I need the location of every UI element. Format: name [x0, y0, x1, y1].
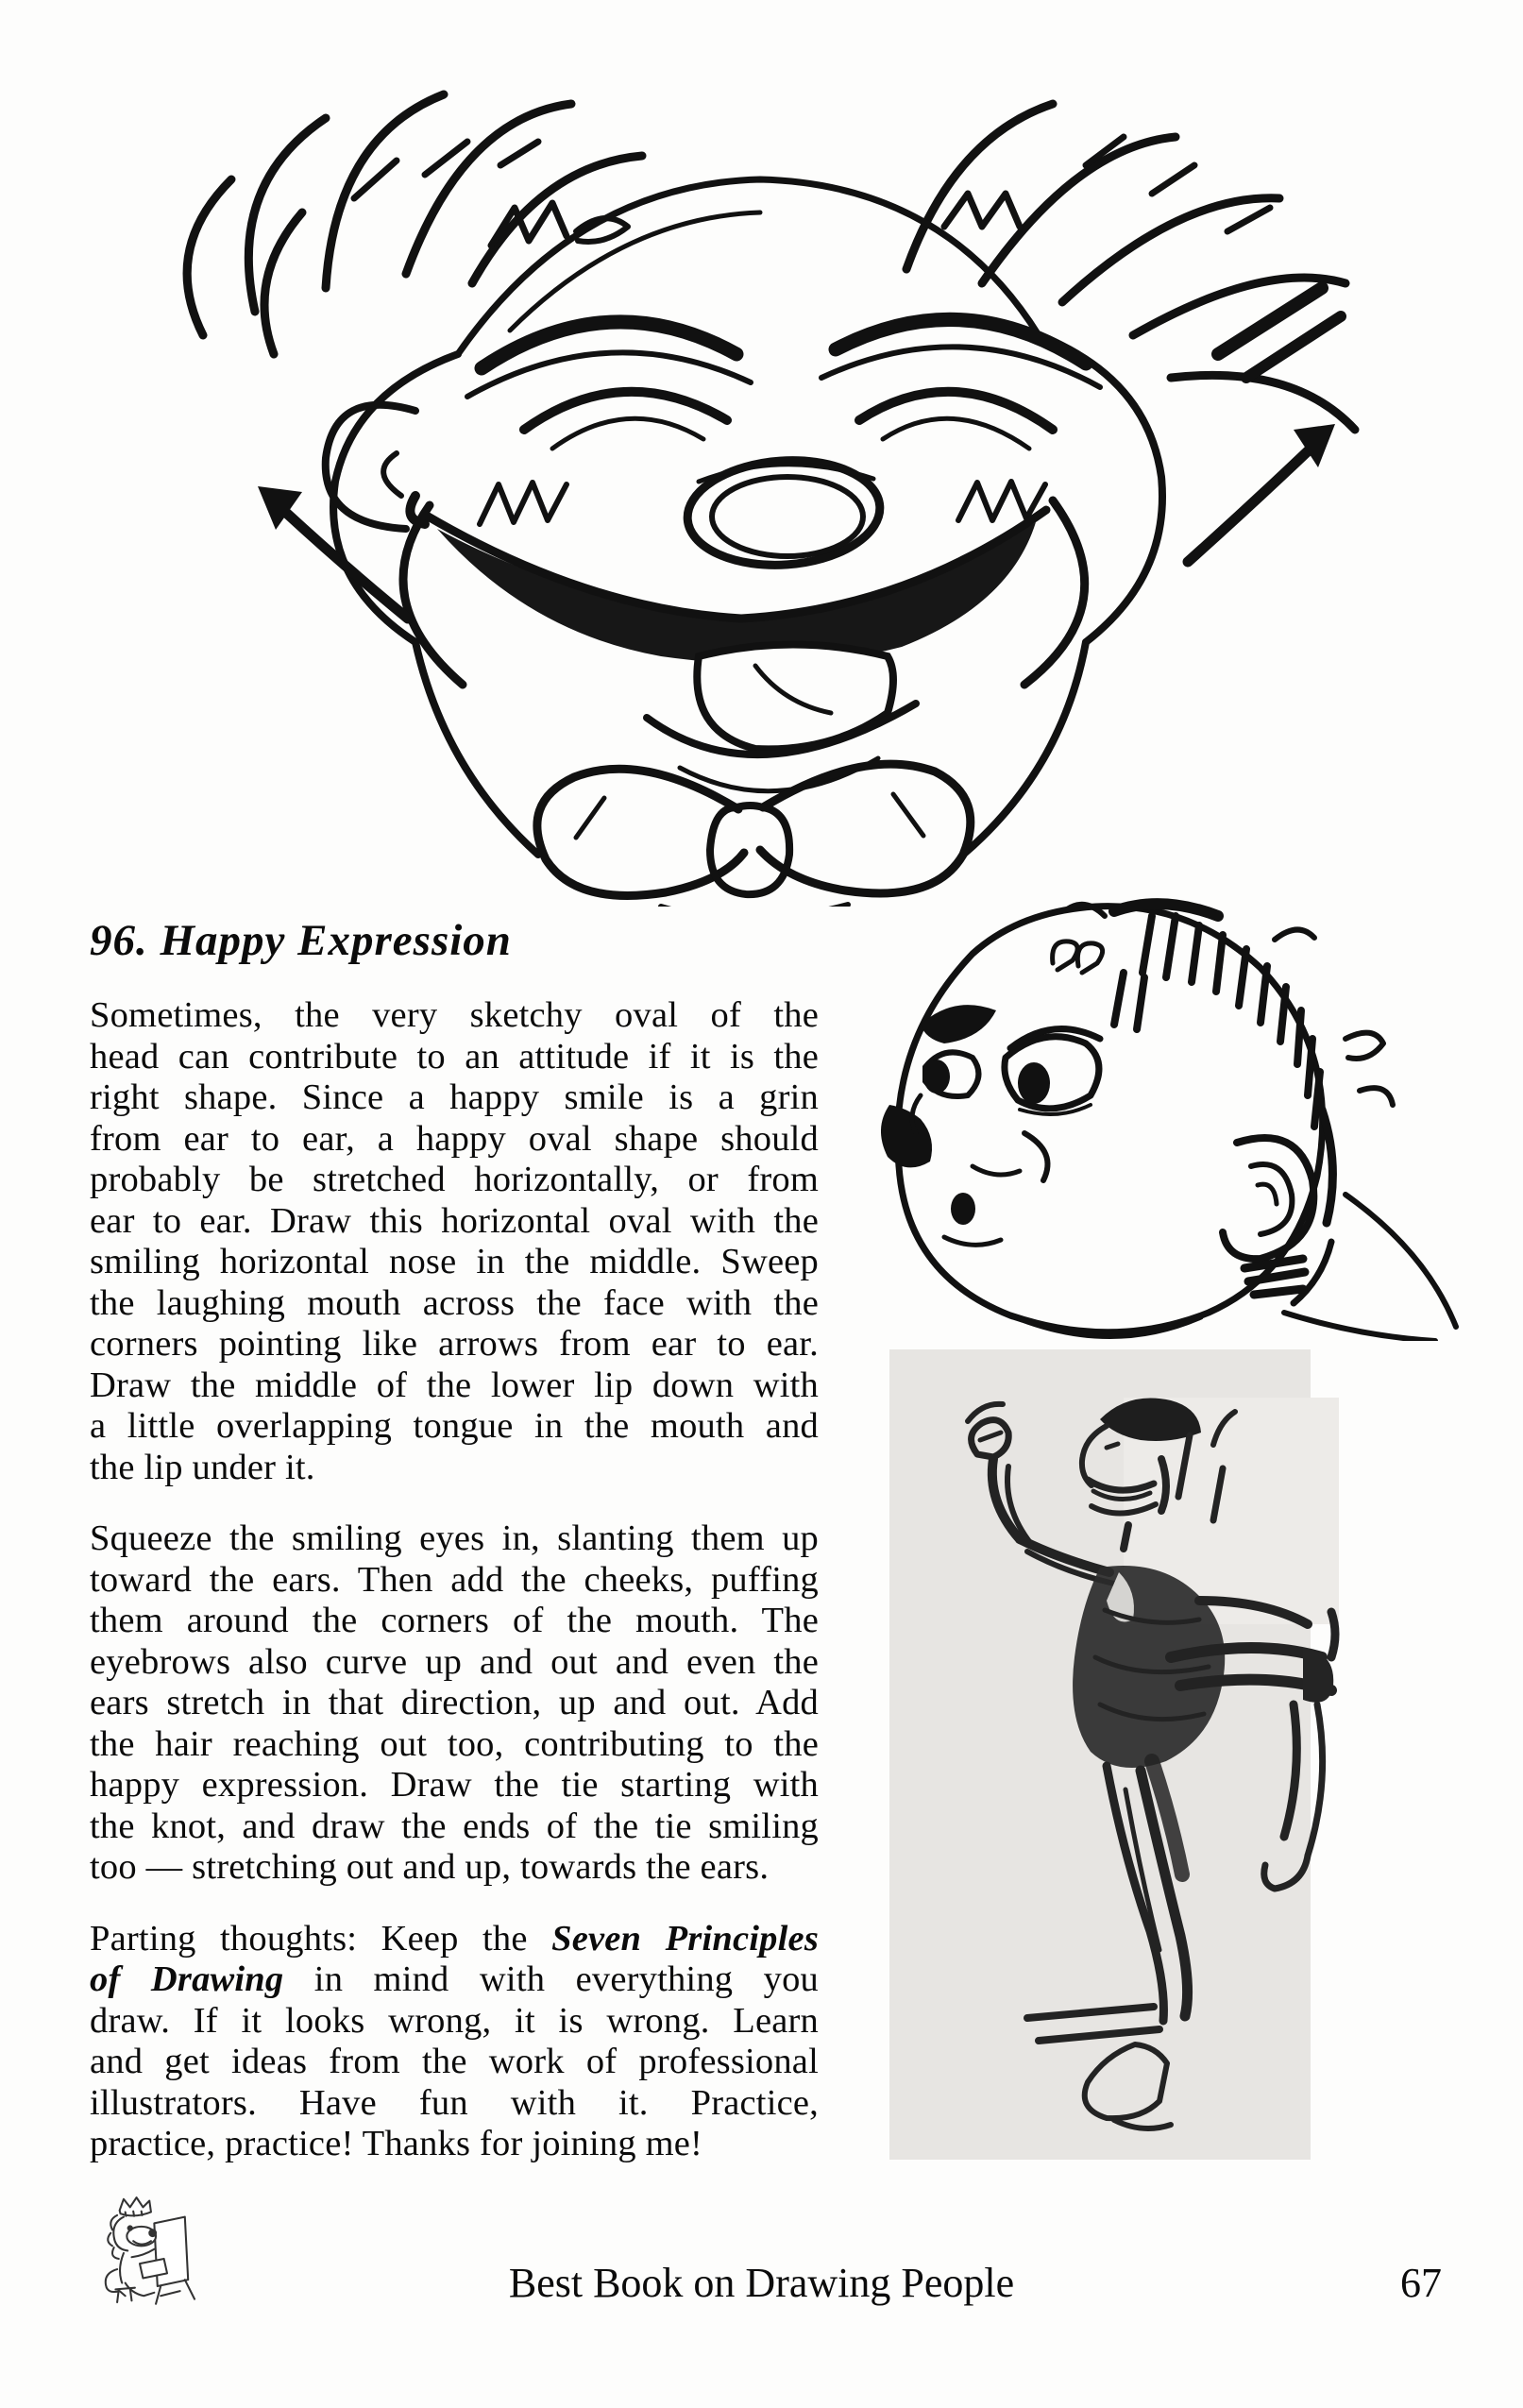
text-line: ears stretch in that direction, up and out. Add: [90, 1683, 819, 1723]
laughing-face-sketch: [132, 52, 1369, 907]
text-line: illustrators. Have fun with it. Practice,: [90, 2082, 819, 2123]
text-line: from ear to ear, a happy oval shape should: [90, 1118, 819, 1159]
text-line: probably be stretched horizontally, or from: [90, 1160, 819, 1200]
paragraph: [90, 1518, 819, 1889]
paragraph: [90, 1919, 819, 2165]
footer-page-number: 67: [1400, 2260, 1442, 2306]
text-line: ear to ear. Draw this horizontal oval with the: [90, 1200, 819, 1241]
laughing-face-drawing: [132, 52, 1369, 907]
body-paragraphs: [90, 995, 819, 2165]
turned-head-drawing: [831, 883, 1482, 1341]
text-line: Sometimes, the very sketchy oval of the: [90, 995, 819, 1036]
dancing-figure-sketch: [888, 1346, 1341, 2167]
text-line: the lip under it.: [90, 1447, 315, 1487]
text-line: Draw the middle of the lower lip down with: [90, 1365, 819, 1405]
text-line: right shape. Since a happy smile is a grin: [90, 1077, 819, 1118]
text-line: Squeeze the smiling eyes in, slanting them up: [90, 1518, 819, 1559]
text-line: practice, practice! Thanks for joining me!: [90, 2124, 703, 2164]
paragraph: [90, 995, 819, 1488]
text-line: corners pointing like arrows from ear to ear.: [90, 1324, 819, 1365]
dancing-figure-drawing: [888, 1346, 1341, 2167]
text-line: the knot, and draw the ends of the tie smiling: [90, 1806, 819, 1846]
text-line: head can contribute to an attitude if it is the: [90, 1036, 819, 1077]
text-line: of Drawing in mind with everything you: [90, 1959, 819, 2000]
turned-head-sketch: [831, 883, 1482, 1341]
text-line: smiling horizontal nose in the middle. Sweep: [90, 1242, 819, 1282]
text-line: happy expression. Draw the tie starting with: [90, 1765, 819, 1806]
text-line: Parting thoughts: Keep the Seven Principles: [90, 1918, 819, 1959]
text-line: toward the ears. Then add the cheeks, puffing: [90, 1559, 819, 1600]
text-line: and get ideas from the work of professional: [90, 2042, 819, 2082]
text-column: [90, 914, 819, 2196]
text-line: them around the corners of the mouth. The: [90, 1601, 819, 1641]
right-arrow-icon: [1188, 424, 1335, 562]
text-line: the laughing mouth across the face with the: [90, 1282, 819, 1323]
footer-book-title: Best Book on Drawing People: [508, 2260, 1015, 2306]
text-line: a little overlapping tongue in the mouth and: [90, 1406, 819, 1447]
text-line: too — stretching out and up, towards the ears.: [90, 1847, 770, 1888]
text-line: draw. If it looks wrong, it is wrong. Learn: [90, 2000, 819, 2041]
text-line: eyebrows also curve up and out and even the: [90, 1641, 819, 1682]
section-heading: 96. Happy Expression: [90, 916, 512, 965]
text-line: the hair reaching out too, contributing to the: [90, 1723, 819, 1764]
